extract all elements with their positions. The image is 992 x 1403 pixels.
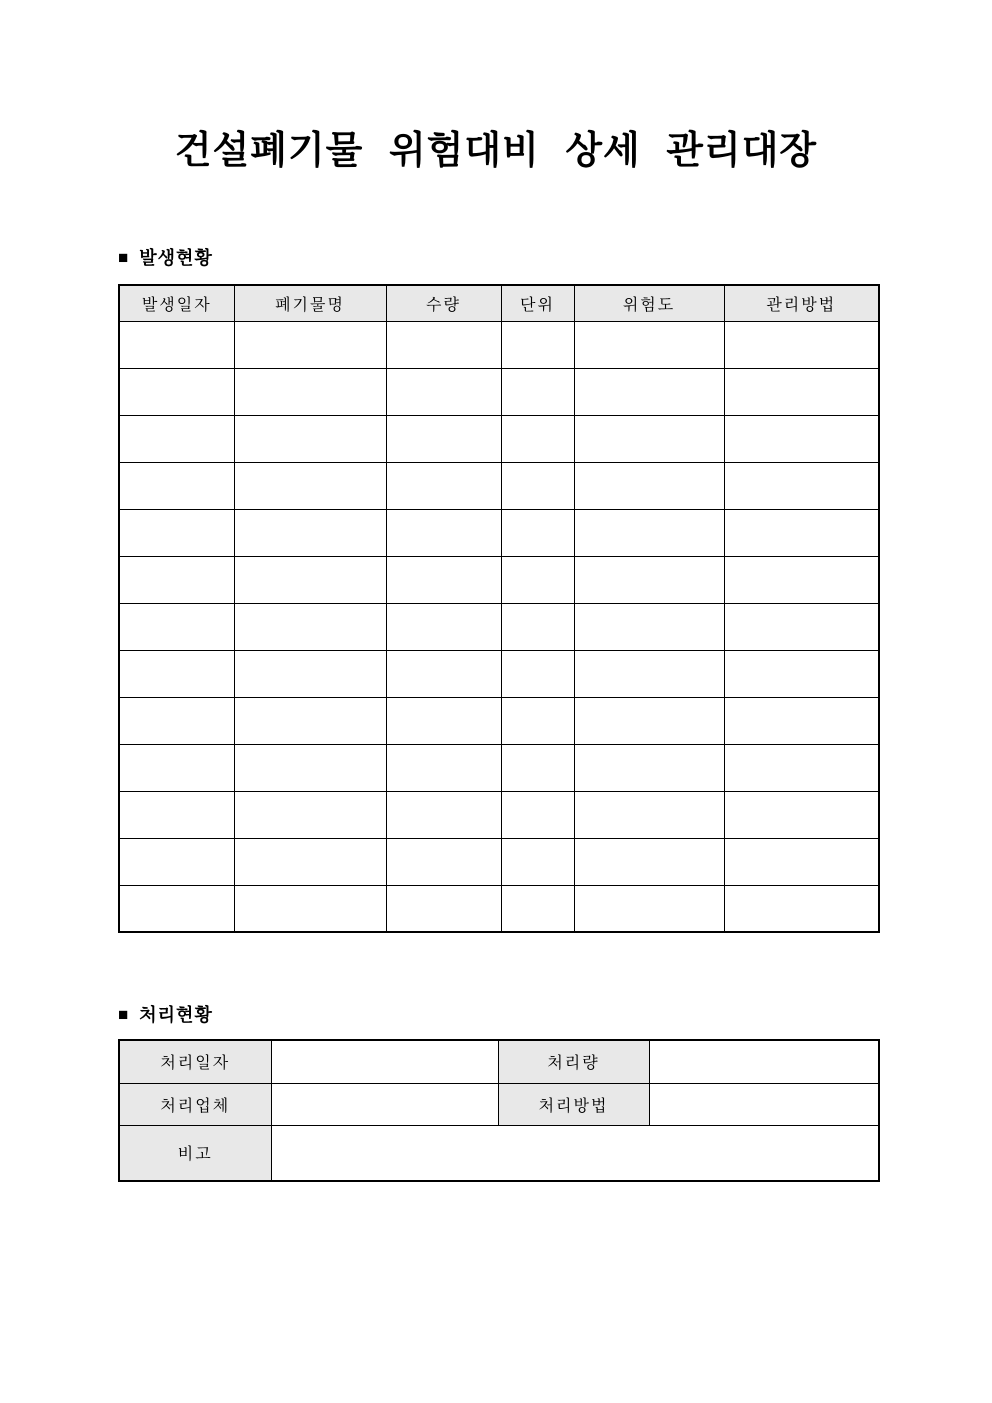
occurrence-empty-cell [234, 791, 386, 838]
label-processing-amount: 처리량 [498, 1040, 649, 1083]
occurrence-empty-row [119, 650, 879, 697]
occurrence-empty-cell [574, 556, 724, 603]
occurrence-table-body [119, 321, 879, 932]
occurrence-empty-cell [501, 462, 574, 509]
occurrence-empty-cell [234, 697, 386, 744]
value-processing-company [271, 1083, 498, 1125]
occurrence-empty-cell [574, 744, 724, 791]
occurrence-empty-cell [386, 603, 501, 650]
value-processing-date [271, 1040, 498, 1083]
occurrence-empty-cell [119, 368, 234, 415]
occurrence-empty-cell [119, 415, 234, 462]
occurrence-empty-cell [501, 697, 574, 744]
occurrence-empty-cell [119, 744, 234, 791]
occurrence-empty-cell [234, 415, 386, 462]
column-header-mgmt-method: 관리방법 [724, 285, 879, 321]
occurrence-empty-row [119, 509, 879, 556]
occurrence-empty-cell [724, 509, 879, 556]
column-header-waste-name: 폐기물명 [234, 285, 386, 321]
occurrence-empty-row [119, 697, 879, 744]
processing-row-company-method [119, 1083, 879, 1125]
page-title: 건설폐기물 위험대비 상세 관리대장 [174, 130, 818, 172]
occurrence-empty-cell [574, 509, 724, 556]
black-square-icon: ■ [118, 1005, 130, 1024]
occurrence-empty-cell [574, 603, 724, 650]
label-processing-method: 처리방법 [498, 1083, 649, 1125]
occurrence-empty-cell [724, 650, 879, 697]
occurrence-empty-cell [119, 650, 234, 697]
occurrence-empty-cell [724, 838, 879, 885]
occurrence-empty-cell [724, 368, 879, 415]
column-header-risk-level: 위험도 [574, 285, 724, 321]
occurrence-empty-cell [386, 697, 501, 744]
occurrence-empty-cell [386, 791, 501, 838]
column-header-occur-date: 발생일자 [119, 285, 234, 321]
value-processing-amount [649, 1040, 879, 1083]
occurrence-empty-row [119, 838, 879, 885]
occurrence-empty-cell [574, 650, 724, 697]
occurrence-table [118, 284, 880, 933]
occurrence-empty-cell [501, 791, 574, 838]
occurrence-empty-cell [234, 838, 386, 885]
occurrence-empty-cell [724, 697, 879, 744]
occurrence-empty-cell [386, 885, 501, 932]
occurrence-section-heading [118, 246, 992, 270]
occurrence-empty-cell [234, 321, 386, 368]
occurrence-empty-cell [234, 368, 386, 415]
occurrence-empty-cell [501, 368, 574, 415]
occurrence-empty-cell [724, 791, 879, 838]
occurrence-empty-cell [234, 885, 386, 932]
occurrence-empty-cell [119, 462, 234, 509]
occurrence-empty-cell [119, 556, 234, 603]
occurrence-empty-row [119, 885, 879, 932]
occurrence-empty-cell [386, 650, 501, 697]
occurrence-empty-cell [501, 838, 574, 885]
occurrence-empty-cell [574, 838, 724, 885]
occurrence-empty-row [119, 368, 879, 415]
occurrence-empty-cell [386, 838, 501, 885]
label-processing-company: 처리업체 [119, 1083, 271, 1125]
occurrence-empty-cell [386, 368, 501, 415]
occurrence-empty-row [119, 321, 879, 368]
occurrence-empty-row [119, 791, 879, 838]
occurrence-empty-cell [234, 744, 386, 791]
occurrence-empty-cell [119, 697, 234, 744]
processing-table [118, 1039, 880, 1182]
occurrence-empty-cell [501, 556, 574, 603]
occurrence-empty-cell [724, 321, 879, 368]
value-remarks [271, 1125, 879, 1181]
occurrence-empty-cell [724, 556, 879, 603]
occurrence-empty-cell [501, 415, 574, 462]
processing-row-date-amount [119, 1040, 879, 1083]
label-remarks: 비고 [119, 1125, 271, 1181]
occurrence-empty-cell [574, 368, 724, 415]
occurrence-empty-cell [574, 791, 724, 838]
occurrence-empty-cell [386, 462, 501, 509]
occurrence-empty-cell [574, 697, 724, 744]
occurrence-empty-cell [574, 885, 724, 932]
occurrence-empty-cell [574, 321, 724, 368]
occurrence-empty-cell [234, 650, 386, 697]
occurrence-empty-cell [574, 415, 724, 462]
occurrence-empty-cell [724, 885, 879, 932]
occurrence-empty-cell [386, 415, 501, 462]
occurrence-empty-cell [724, 415, 879, 462]
occurrence-empty-cell [119, 321, 234, 368]
occurrence-empty-cell [574, 462, 724, 509]
occurrence-empty-cell [501, 603, 574, 650]
occurrence-empty-cell [234, 603, 386, 650]
processing-row-remarks [119, 1125, 879, 1181]
label-processing-date: 처리일자 [119, 1040, 271, 1083]
occurrence-empty-cell [501, 744, 574, 791]
occurrence-table-header-row [119, 285, 879, 321]
processing-section-title: 처리현황 [139, 1005, 213, 1025]
occurrence-empty-cell [724, 603, 879, 650]
occurrence-empty-row [119, 744, 879, 791]
occurrence-empty-cell [234, 462, 386, 509]
occurrence-empty-row [119, 603, 879, 650]
occurrence-empty-cell [119, 885, 234, 932]
occurrence-empty-cell [724, 744, 879, 791]
value-processing-method [649, 1083, 879, 1125]
occurrence-empty-cell [386, 556, 501, 603]
occurrence-empty-cell [119, 603, 234, 650]
processing-section-heading [118, 1003, 992, 1027]
occurrence-empty-cell [501, 321, 574, 368]
occurrence-empty-cell [724, 462, 879, 509]
occurrence-empty-cell [119, 838, 234, 885]
occurrence-empty-cell [234, 556, 386, 603]
occurrence-empty-row [119, 462, 879, 509]
column-header-quantity: 수량 [386, 285, 501, 321]
occurrence-empty-row [119, 415, 879, 462]
black-square-icon: ■ [118, 248, 130, 267]
occurrence-empty-cell [119, 791, 234, 838]
occurrence-empty-cell [386, 509, 501, 556]
occurrence-empty-cell [386, 744, 501, 791]
column-header-unit: 단위 [501, 285, 574, 321]
occurrence-empty-cell [386, 321, 501, 368]
occurrence-empty-cell [501, 509, 574, 556]
occurrence-empty-cell [501, 885, 574, 932]
occurrence-section-title: 발생현황 [139, 248, 213, 268]
occurrence-empty-cell [501, 650, 574, 697]
occurrence-empty-cell [119, 509, 234, 556]
occurrence-empty-cell [234, 509, 386, 556]
occurrence-empty-row [119, 556, 879, 603]
